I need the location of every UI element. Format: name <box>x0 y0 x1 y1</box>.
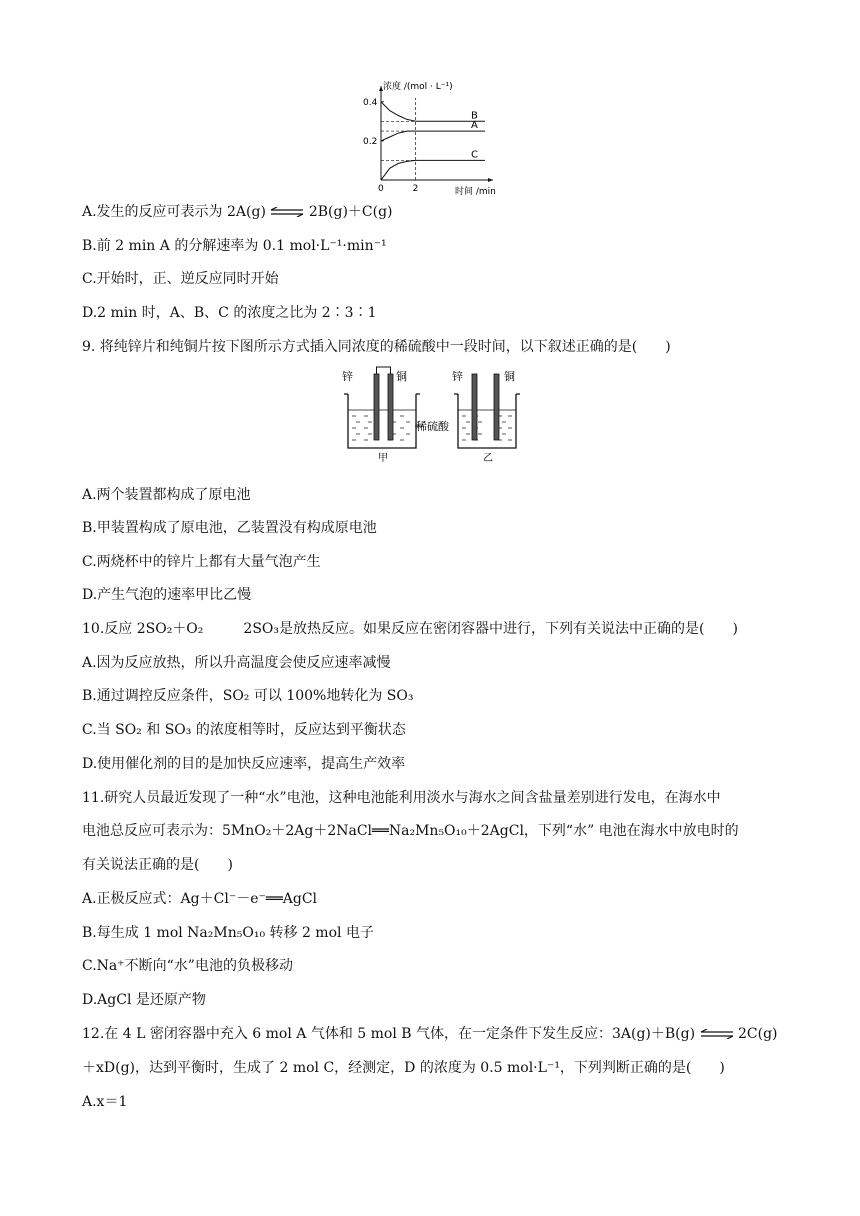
zinc-label-yi: 锌 <box>452 370 463 383</box>
concentration-chart <box>345 78 510 198</box>
x-tick-label: 0 <box>378 184 384 194</box>
q8-option-a-text-post: 2B(g)＋C(g) <box>308 204 393 220</box>
q8-option-d: D.2 min 时，A、B、C 的浓度之比为 2∶3∶1 <box>82 305 377 321</box>
y-tick-label: 0.4 <box>363 97 378 108</box>
x-axis-arrow-icon <box>488 178 493 182</box>
q10-option-b: B.通过调控反应条件，SO₂ 可以 100%地转化为 SO₃ <box>82 688 414 704</box>
q11-option-b: B.每生成 1 mol Na₂Mn₅O₁₀ 转移 2 mol 电子 <box>82 925 374 941</box>
beaker-jia <box>344 367 420 448</box>
y-tick-label: 0.2 <box>363 136 378 147</box>
q8-option-a-text-pre: A.发生的反应可表示为 2A(g) <box>82 204 271 220</box>
copper-label-yi: 铜 <box>504 370 515 383</box>
series-line-B <box>381 102 485 122</box>
q9-stem: 9. 将纯锌片和纯铜片按下图所示方式插入同浓度的稀硫酸中一段时间，以下叙述正确的是( ) <box>82 339 671 355</box>
x-tick-label: 2 <box>412 184 419 194</box>
q10-stem-post: 2SO₃是放热反应。如果反应在密闭容器中进行，下列有关说法中正确的是( ) <box>243 621 738 637</box>
series-line-A <box>381 131 485 141</box>
q11-stem-line2: 电池总反应可表示为：5MnO₂＋2Ag＋2NaCl══Na₂Mn₅O₁₀＋2AgCl，下列“水” 电池在海水中放电时的 <box>82 823 739 839</box>
q11-option-c: C.Na⁺不断向“水”电池的负极移动 <box>82 958 293 974</box>
q10-option-c: C.当 SO₂ 和 SO₃ 的浓度相等时，反应达到平衡状态 <box>82 722 406 738</box>
copper-label-jia: 铜 <box>396 370 407 383</box>
q11-option-a: A.正极反应式：Ag＋Cl⁻－e⁻══AgCl <box>82 891 318 907</box>
equilibrium-arrow-icon <box>270 207 304 217</box>
series-line-C <box>381 160 485 180</box>
acid-label: 稀硫酸 <box>416 420 449 433</box>
zinc-label-jia: 锌 <box>342 370 353 383</box>
series-label-A: A <box>471 120 478 132</box>
y-axis-label: 浓度 /(mol · L⁻¹) <box>383 82 453 92</box>
beaker-label-jia: 甲 <box>378 453 388 464</box>
x-axis-label: 时间 /min <box>455 187 496 197</box>
q12-option-a: A.x＝1 <box>82 1094 128 1110</box>
q8-option-a <box>82 202 393 222</box>
beaker-yi <box>454 374 520 448</box>
series-label-B: B <box>471 110 478 122</box>
q12-stem-post: 2C(g) <box>737 1026 778 1042</box>
q10-stem <box>82 619 738 639</box>
q10-option-a: A.因为反应放热，所以升高温度会使反应速率减慢 <box>82 655 391 671</box>
q8-option-b: B.前 2 min A 的分解速率为 0.1 mol·L⁻¹·min⁻¹ <box>82 238 387 254</box>
equilibrium-arrow-icon <box>700 1029 734 1039</box>
q11-stem-line3: 有关说法正确的是( ) <box>82 857 233 873</box>
q9-option-a: A.两个装置都构成了原电池 <box>82 487 251 503</box>
q12-stem-line1 <box>82 1024 778 1044</box>
q8-option-c: C.开始时，正、逆反应同时开始 <box>82 271 279 287</box>
series-label-C: C <box>471 149 478 161</box>
q12-stem-pre: 12.在 4 L 密闭容器中充入 6 mol A 气体和 5 mol B 气体，在一定条件下发生反应：3A(g)＋B(g) <box>82 1026 700 1042</box>
q12-stem-line2: ＋xD(g)，达到平衡时，生成了 2 mol C，经测定，D 的浓度为 0.5 mol·L⁻¹，下列判断正确的是( ) <box>82 1060 725 1076</box>
q9-option-c: C.两烧杯中的锌片上都有大量气泡产生 <box>82 554 321 570</box>
q11-option-d: D.AgCl 是还原产物 <box>82 992 206 1008</box>
galvanic-cell-figure <box>338 364 528 464</box>
q10-stem-pre: 10.反应 2SO₂＋O₂ <box>82 621 204 637</box>
q9-option-d: D.产生气泡的速率甲比乙慢 <box>82 587 252 603</box>
q11-stem-line1: 11.研究人员最近发现了一种“水”电池，这种电池能利用淡水与海水之间含盐量差别进行发电，在海水中 <box>82 790 721 806</box>
q10-option-d: D.使用催化剂的目的是加快反应速率，提高生产效率 <box>82 756 406 772</box>
beaker-label-yi: 乙 <box>483 453 493 464</box>
q9-option-b: B.甲装置构成了原电池，乙装置没有构成原电池 <box>82 520 377 536</box>
